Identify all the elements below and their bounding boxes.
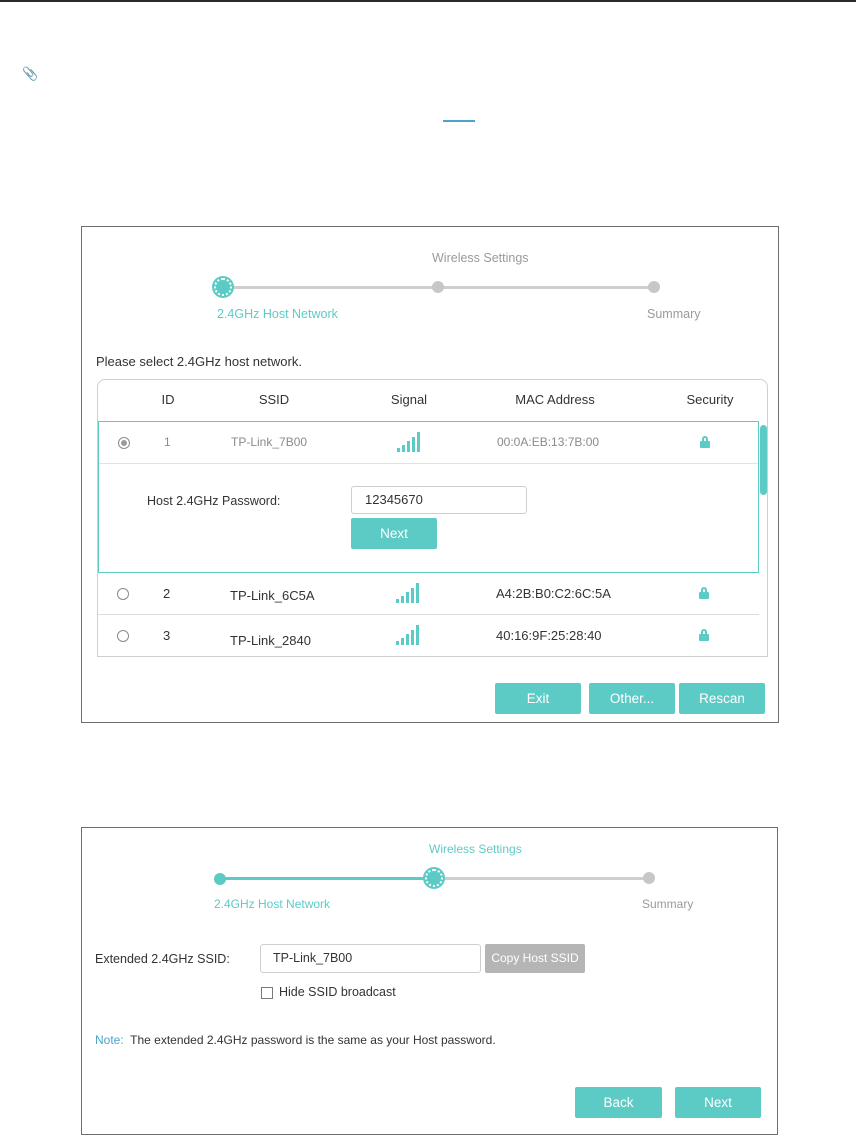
radio-unselected[interactable] [117, 588, 129, 600]
next-button[interactable]: Next [351, 518, 437, 549]
note-key: Note: [95, 1033, 124, 1047]
table-row[interactable] [99, 422, 758, 464]
other-button[interactable]: Other... [589, 683, 675, 714]
extended-ssid-label: Extended 2.4GHz SSID: [95, 952, 230, 966]
step-label-host-network: 2.4GHz Host Network [214, 897, 331, 911]
table-row[interactable] [98, 615, 759, 657]
stepper [82, 227, 778, 337]
step-dot-wireless-settings [425, 869, 443, 887]
signal-icon [396, 583, 422, 603]
header-mac: MAC Address [515, 392, 595, 407]
row-mac: 00:0A:EB:13:7B:00 [497, 435, 600, 449]
table-row[interactable] [98, 573, 759, 615]
step-label-wireless-settings: Wireless Settings [429, 842, 522, 856]
note-text [95, 1033, 496, 1047]
paperclip-icon: 📎 [22, 67, 39, 82]
lock-icon [700, 436, 710, 448]
stepper [82, 828, 777, 938]
row-id: 3 [163, 628, 171, 643]
extended-ssid-input[interactable]: TP-Link_7B00 [260, 944, 481, 973]
scrollbar-thumb[interactable] [760, 425, 767, 495]
network-table [97, 379, 768, 657]
header-signal: Signal [390, 392, 428, 407]
header-id: ID [161, 392, 175, 407]
step-label-host-network: 2.4GHz Host Network [217, 307, 338, 321]
password-label: Host 2.4GHz Password: [147, 494, 281, 508]
signal-icon [397, 432, 423, 452]
row-mac: A4:2B:B0:C2:6C:5A [496, 586, 611, 601]
select-prompt: Please select 2.4GHz host network. [96, 354, 302, 369]
host-network-panel [81, 226, 779, 723]
rescan-button[interactable]: Rescan [679, 683, 765, 714]
step-line-1 [224, 286, 438, 289]
row-id: 1 [164, 435, 171, 449]
lock-icon [699, 587, 709, 599]
step-label-summary: Summary [647, 307, 701, 321]
lock-icon [699, 629, 709, 641]
step-label-summary: Summary [642, 897, 694, 911]
selected-network-expanded [98, 421, 759, 573]
row-ssid: TP-Link_6C5A [230, 588, 315, 603]
table-scrollbar[interactable] [759, 423, 768, 657]
step-line-2 [435, 877, 649, 880]
password-input[interactable]: 12345670 [351, 486, 527, 514]
row-ssid: TP-Link_2840 [230, 633, 311, 648]
step-label-wireless-settings: Wireless Settings [432, 251, 529, 265]
step-dot-summary [643, 872, 655, 884]
wireless-settings-panel [81, 827, 778, 1135]
hide-ssid-checkbox[interactable] [261, 987, 273, 999]
header-ssid: SSID [258, 392, 290, 407]
top-rule [0, 0, 856, 2]
step-dot-host-network [214, 873, 226, 885]
row-ssid: TP-Link_7B00 [231, 435, 308, 449]
step-dot-wireless-settings [432, 281, 444, 293]
copy-host-ssid-button[interactable]: Copy Host SSID [485, 944, 585, 973]
next-button[interactable]: Next [675, 1087, 761, 1118]
radio-unselected[interactable] [117, 630, 129, 642]
row-id: 2 [163, 586, 171, 601]
table-header [98, 380, 767, 420]
header-security: Security [686, 392, 734, 407]
row-mac: 40:16:9F:25:28:40 [496, 628, 602, 643]
step-dot-summary [648, 281, 660, 293]
note-message: The extended 2.4GHz password is the same as your Host password. [130, 1033, 496, 1047]
exit-button[interactable]: Exit [495, 683, 581, 714]
link-underline[interactable] [443, 120, 475, 122]
step-line-1 [220, 877, 435, 880]
back-button[interactable]: Back [575, 1087, 662, 1118]
signal-icon [396, 625, 422, 645]
step-line-2 [438, 286, 654, 289]
radio-selected[interactable] [118, 437, 130, 449]
hide-ssid-label: Hide SSID broadcast [279, 985, 396, 999]
step-dot-host-network [214, 278, 232, 296]
